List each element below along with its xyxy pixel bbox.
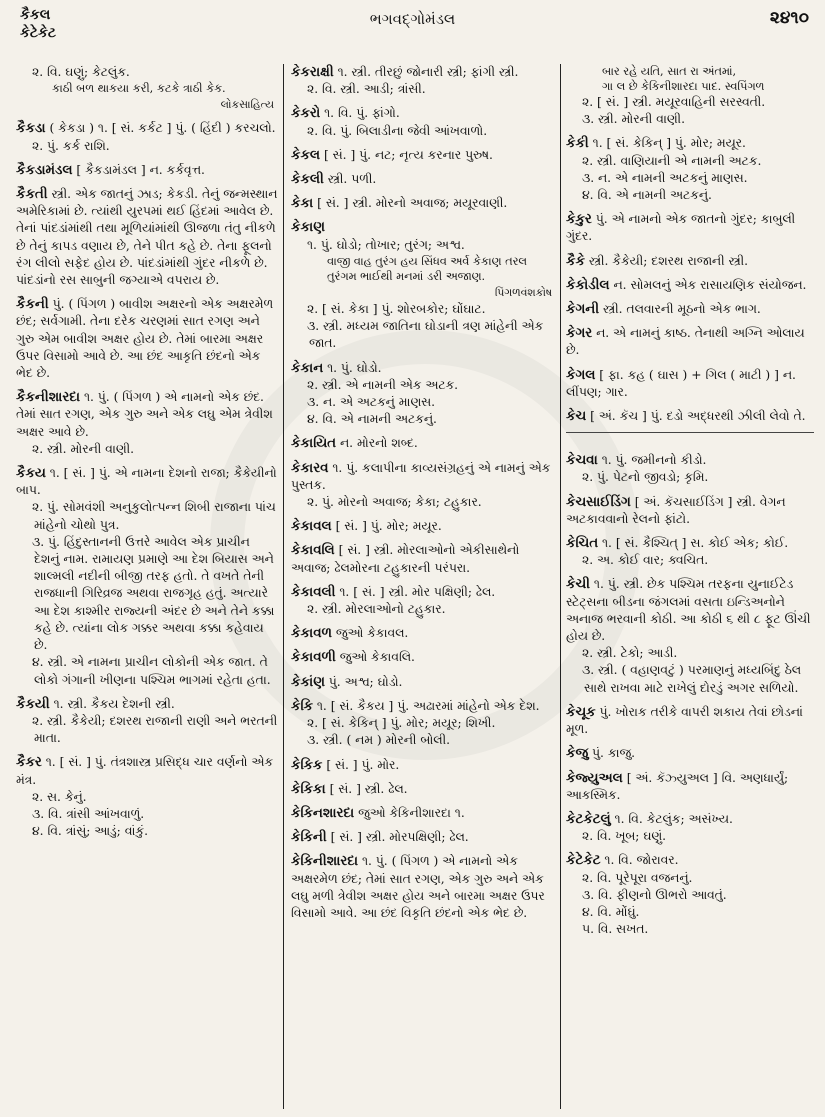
- headword: કેકિની: [291, 829, 327, 846]
- dictionary-entry: [291, 781, 556, 798]
- quotation: ગા લ છે કેકિનીશારદા પાદ. સ્વપિંગળ: [602, 80, 765, 93]
- column-rule: [283, 64, 284, 1109]
- sense: ૨. સ. કેનું.: [32, 789, 87, 804]
- dictionary-entry: [566, 811, 814, 845]
- dictionary-entry: [291, 460, 556, 512]
- definition: ૧. [ સં. કૈશ્ચિત્ ] સ. કોઈ એક; કોઈ.: [602, 536, 789, 551]
- quotation: કાઠી બળ થાકયા કરી, કટકે ત્રાઠી કેક.: [52, 82, 226, 96]
- sense: ૨. સ્ત્રી. મોરલાઓનો ટહુકાર.: [307, 602, 446, 617]
- definition: ૧. પું. ( પિંગળ ) એ નામનો એક છંદ. તેમાં સાત રગણ, એક ગુરુ અને એક લઘુ એમ ત્રેવીશ અક્ષર આવે છે.: [16, 390, 273, 439]
- dictionary-entry: [16, 754, 278, 840]
- headword: કેકિનશારદા: [291, 804, 355, 821]
- sense: ૨. વિ. સ્ત્રી. આડી; ત્રાંસી.: [307, 82, 426, 97]
- dictionary-entry: [291, 195, 556, 212]
- sense: ૧. પું. ઘોડો; તોખાર; તુરંગ; અશ્વ.: [307, 237, 465, 252]
- definition: ૧. વિ. પું. ફાંગો.: [324, 106, 400, 121]
- headword: કૈકની: [16, 296, 49, 313]
- definition: [ સં. ] સ્ત્રી. ઢેલ.: [329, 781, 408, 796]
- sense: ૨. સ્ત્રી. ટેકો; આડી.: [582, 646, 678, 661]
- dictionary-entry: [566, 494, 814, 528]
- headword: કેકિક: [291, 756, 323, 773]
- dictionary-entry: [16, 186, 278, 289]
- headword: કૈકર: [16, 754, 42, 771]
- sense: ૩. સ્ત્રી. મોરની વાણી.: [582, 112, 685, 127]
- headword: કેકરો: [291, 105, 321, 122]
- dictionary-entry: [16, 389, 278, 458]
- sense: ૪. વિ. એ નામની અટકનું.: [307, 412, 437, 427]
- headword: કેકાવલ: [291, 518, 332, 535]
- sense: ૨. પું. મોરનો અવાજ; કેકા; ટહુકાર.: [307, 495, 482, 510]
- definition: ૧. પું. કલાપીના કાવ્યસંગ્રહનું એ નામનું એક પુસ્તક.: [291, 460, 551, 492]
- headword: કૈકનીશારદા: [16, 389, 81, 406]
- sense: ૪. સ્ત્રી. એ નામના પ્રાચીન લોકોની એક જાત. તે લોકો ગંગાની ખીણના પશ્ચિમ ભાગમાં રહેતા હતા.: [32, 655, 271, 687]
- sense: ૨. વિ. પૂરેપૂરા વજનનું.: [582, 870, 693, 885]
- dictionary-entry: [566, 704, 814, 738]
- definition: જુઓ કેકાવલિ.: [339, 650, 415, 665]
- sense: ૪. વિ. ત્રાંસું; આડું; વાંકું.: [32, 824, 148, 839]
- dictionary-entry: [291, 360, 556, 429]
- definition: ૧. સ્ત્રી. તીરછું જોનારી સ્ત્રી; ફાંગી સ્ત્રી.: [337, 65, 519, 79]
- sense: ૩. પું. હિંદુસ્તાનની ઉત્તરે આવેલ એક પ્રાચીન દેશનું નામ. રામાયણ પ્રમાણે આ દેશ બિયાસ અને શાલ્મલી નદીની બીજી તરફ હતો. તે વખતે તેની રાજધાની ગિરિવ્રજ અથવા રાજગૃહ હતું. અત્યારે આ દેશ કાશ્મીર રાજ્યની અંદર છે અને તેને કક્કા કહે છે. ત્યાંના લોક ગક્કર અથવા કક્કા કહેવાય છે.: [32, 534, 275, 653]
- definition: પું. કાજુ.: [592, 746, 636, 761]
- sense: ૩. સ્ત્રી. મધ્યમ જાતિના ઘોડાની ત્રણ માંહેની એક જાત.: [307, 319, 544, 351]
- headword: કેચૂક: [566, 703, 596, 720]
- quotation: વાજી વાહ તુરંગ હય સિંધવ અર્વ કેકાણ તરલ તુરંગમ ભાઈથી મનમાં ડરી અજાણ.: [327, 254, 527, 283]
- definition: સ્ત્રી. કૈકેયી; દશરથ રાજાની સ્ત્રી.: [588, 253, 749, 268]
- headword: કેટકેટલું: [566, 810, 611, 827]
- page-header: [0, 0, 825, 62]
- definition: [ કૈકડામંડલ ] ન. કર્કવૃત્ત.: [76, 162, 205, 177]
- dictionary-entry: [291, 64, 556, 98]
- headword: કેકા: [291, 195, 314, 212]
- dictionary-entry: [291, 171, 556, 188]
- dictionary-entry: [566, 277, 814, 294]
- sense: ૨. વિ. ખૂબ; ઘણું.: [582, 829, 666, 844]
- definition: પું. ( પિંગળ ) બાવીશ અક્ષરનો એક અક્ષરમેળ છંદ; સર્વગામી. તેના દરેક ચરણમાં સાત રગણ અને ગુરુ એમ બાવીશ અક્ષર હોય છે. તેમાં બારમા અક્ષર ઉપર વિસામો આવે છે. આ છંદ આકૃતિ છંદનો એક ભેદ છે.: [16, 297, 274, 381]
- definition: [ સં. ] પું. મોર; મયૂર.: [335, 519, 442, 534]
- dictionary-entry: [291, 542, 556, 576]
- dictionary-entry: [16, 120, 278, 154]
- definition: ( કેકડા ) ૧. [ સં. કર્કટ ] પું. ( હિંદી ) કરચલો.: [49, 121, 276, 136]
- definition: જુઓ કેકાવલ.: [335, 626, 409, 641]
- headword: કૈકડા: [16, 120, 46, 137]
- dictionary-entry: [566, 64, 814, 128]
- column-3: [566, 64, 814, 1109]
- definition: ૧. પું. સ્ત્રી. છેક પશ્ચિમ તરફના યુનાઈટેડ સ્ટેટ્સના બીડના જંગલમાં વસતા ઇન્ડિઅનોને અનાજ ભરવાની કોઠી. આ કોઠી ૬ થી ૮ ફૂટ ઊંચી હોય છે.: [566, 577, 811, 644]
- sense: ૩. ન. એ નામની અટકનું માણસ.: [582, 170, 748, 185]
- definition: પું. ખોરાક તરીકે વાપરી શકાય તેવાં છોડનાં મૂળ.: [566, 704, 803, 737]
- headword: કેકી: [566, 135, 589, 152]
- sense: ૪. વિ. એ નામની અટકનું.: [582, 188, 712, 203]
- dictionary-entry: [291, 853, 556, 922]
- headword: કૈકય: [16, 465, 46, 482]
- headword: કેચવા: [566, 452, 598, 469]
- dictionary-entry: [16, 696, 278, 748]
- headword: કેકાંણ: [291, 673, 325, 690]
- headword: કેચ: [566, 408, 587, 425]
- headword: કેકિકા: [291, 780, 326, 797]
- definition: જુઓ કેકિનીશારદા ૧.: [358, 805, 465, 820]
- source-citation: પિંગળવંશકોષ: [494, 285, 552, 299]
- definition: ન. એ નામનું કાષ્ઠ. તેનાથી અગ્નિ ઓલાય છે.: [566, 326, 805, 358]
- sense: ૨. પું. કર્ક રાશિ.: [32, 138, 110, 153]
- dictionary-entry: [291, 584, 556, 618]
- headword: કૈકયી: [16, 695, 50, 712]
- definition: ૧. [ સં. ] પું. એ નામના દેશનો રાજા; કૈકેયીનો બાપ.: [16, 466, 277, 498]
- headword: કેકારવ: [291, 459, 329, 476]
- definition: [ સં. ] પું. મોર.: [326, 757, 400, 772]
- sense: ૨. પું. પેટનો જીવડો; કૃમિ.: [582, 470, 709, 485]
- dictionary-entry: [291, 518, 556, 535]
- dictionary-entry: [566, 325, 814, 359]
- sense: ૨. અ. કોઈ વાર; ક્વચિત.: [582, 553, 709, 568]
- headword: કેકાવલિ: [291, 542, 335, 559]
- definition: [ સં. ] સ્ત્રી. મોરલાઓનો એકીસાથેનો અવાજ; ઢેલમોરના ટહુકારની પરંપરા.: [291, 543, 520, 575]
- column-1: [16, 64, 278, 1109]
- headword: કેકાવળ: [291, 625, 332, 642]
- sense: ૨. [ સં. ] સ્ત્રી. મયૂરવાહિની સરસ્વતી.: [582, 95, 766, 109]
- definition: [ સં. ] સ્ત્રી. મોરપક્ષિણી; ઢેલ.: [330, 830, 469, 845]
- definition: ૧. [ સં. કૈકય ] પું. અઢારમાં માંહેનો એક દેશ.: [316, 698, 540, 713]
- headword: કૈકતી: [16, 186, 48, 203]
- definition: ૧. વિ. જોરાવર.: [604, 853, 679, 868]
- headword: કેકાયિત: [291, 435, 337, 452]
- source-citation: લોકસાહિત્ય: [220, 98, 274, 112]
- definition: સ્ત્રી. પળી.: [327, 172, 377, 187]
- dictionary-entry: [291, 698, 556, 750]
- sense: ૩. સ્ત્રી. ( નમ ) મોરની બોલી.: [307, 733, 450, 748]
- sense: ૩. વિ. ફીણનો ઊભરો આવતું.: [582, 887, 727, 902]
- headword: કેકરાક્ષી: [291, 64, 334, 80]
- definition: પું. અશ્વ; ઘોડો.: [328, 674, 403, 689]
- headword: કેકિ: [291, 697, 313, 714]
- sense: ૨. સ્ત્રી. વાણિયાની એ નામની અટક.: [582, 153, 762, 168]
- dictionary-entry: [291, 105, 556, 139]
- definition: ૧. પું. ( પિંગળ ) એ નામનો એક અક્ષરમેળ છંદ; તેમાં સાત રગણ, એક ગુરુ અને એક લઘુ મળી ત્રેવીશ અક્ષર હોય અને બારમા અક્ષર ઉપર વિસામો આવે. આ છંદ વિકૃતિ છંદનો એક ભેદ છે.: [291, 854, 545, 920]
- dictionary-entry: [16, 465, 278, 689]
- definition: [ ફા. કહ ( ઘાસ ) + ગિલ ( માટી ) ] ન. લીંપણ; ગાર.: [566, 367, 796, 399]
- dictionary-entry: [566, 432, 814, 445]
- quotation: બાર રહે યતિ, સાત રા અંતમાં,: [602, 65, 737, 78]
- sense: ૨. વિ. ઘણું; કેટલુંક.: [32, 65, 130, 79]
- dictionary-entry: [291, 805, 556, 822]
- headword: કેગલ: [566, 366, 596, 383]
- dictionary-title: ભગવદ્ગોમંડલ: [369, 10, 456, 28]
- headword: કેકલી: [291, 171, 324, 188]
- definition: પું. એ નામનો એક જાતનો ગુંદર; કાબુલી ગુંદર.: [566, 212, 796, 244]
- dictionary-entry: [566, 135, 814, 204]
- last-headword: કેટેકેટ: [20, 25, 57, 41]
- dictionary-entry: [566, 211, 814, 245]
- dictionary-entry: [566, 745, 814, 762]
- sense: ૨. સ્ત્રી. એ નામની એક અટક.: [307, 377, 459, 392]
- first-headword: કૈકલ: [20, 7, 51, 23]
- headword: કેકુર: [566, 211, 592, 228]
- sense: ૨. [ સં. કેકિન્ ] પું. મોર; મયૂર; શિખી.: [307, 716, 496, 731]
- definition: ન. સોમલનું એક રાસાયણિક સંયોજન.: [613, 277, 807, 292]
- dictionary-entry: [291, 649, 556, 666]
- headword: કૈકડામંડલ: [16, 161, 73, 178]
- headword: કેકાવલી: [291, 583, 336, 600]
- dictionary-entry: [16, 162, 278, 179]
- definition: ૧. વિ. કેટલુંક; અસંખ્ય.: [614, 811, 733, 826]
- headword: કેકલ: [291, 146, 321, 163]
- headword: કેચિત: [566, 535, 599, 552]
- dictionary-entry: [291, 674, 556, 691]
- definition: ૧. પું. જમીનનો કીડો.: [601, 453, 707, 468]
- dictionary-entry: [566, 253, 814, 270]
- definition: સ્ત્રી. તલવારની મૂઠનો એક ભાગ.: [602, 302, 761, 317]
- headword: કેજ્યુઅલ: [566, 769, 623, 786]
- dictionary-entry: [566, 301, 814, 318]
- dictionary-entry: [566, 576, 814, 696]
- headword: કેકાવળી: [291, 649, 336, 666]
- sense: ૪. વિ. મોંઘું.: [582, 904, 640, 919]
- dictionary-entry: [566, 408, 814, 425]
- sense: ૨. [ સં. કેકા ] પું. શોરબકોર; ઘોંઘાટ.: [307, 302, 486, 317]
- sense: ૨. પું. સોમવંશી અનુકુલોત્પન્ન શિબી રાજાના પાંચ માંહેનો ચોથો પુત્ર.: [32, 500, 276, 532]
- column-rule: [560, 64, 561, 1109]
- dictionary-entry: [291, 625, 556, 642]
- dictionary-entry: [16, 64, 278, 113]
- sense: ૨. સ્ત્રી. કૈકેયી; દશરથ રાજાની રાણી અને ભરતની માતા.: [32, 713, 278, 746]
- dictionary-entry: [566, 852, 814, 938]
- headword: કેકિનીશારદા: [291, 853, 359, 870]
- dictionary-entry: [566, 367, 814, 401]
- headword: કેગની: [566, 301, 600, 318]
- definition: [ અં. કૅઝ્યુઅલ ] વિ. અણધાર્યું; આકસ્મિક.: [566, 770, 789, 802]
- headword: કેજુ: [566, 745, 589, 762]
- headword: કેટેકેટ: [566, 852, 601, 869]
- column-2: [291, 64, 556, 1109]
- dictionary-entry: [566, 452, 814, 486]
- dictionary-entry: [291, 757, 556, 774]
- dictionary-entry: [566, 535, 814, 569]
- headword: કેકાન: [291, 359, 324, 376]
- headword: કેકોડીલ: [566, 276, 610, 293]
- headword: કેકાણ: [291, 219, 325, 236]
- headword: કેચસાઈડિંગ: [566, 493, 631, 510]
- definition: [ સં. ] પું. નટ; નૃત્ય કરનાર પુરુષ.: [323, 147, 493, 162]
- definition: [ અં. કૅચસાઈડિંગ ] સ્ત્રી. વેગન અટકાવવાનો રેલનો ફાંટો.: [566, 494, 786, 526]
- sense: ૨. સ્ત્રી. મોરની વાણી.: [32, 441, 135, 456]
- definition: ન. મોરનો શબ્દ.: [339, 436, 418, 451]
- struck-line: [566, 432, 814, 445]
- headword: કેગર: [566, 325, 593, 342]
- definition: [ સં. ] સ્ત્રી. મોરનો અવાજ; મયૂરવાણી.: [317, 196, 508, 211]
- sense: ૩. સ્ત્રી. ( વહાણવટું ) પરમાણનું મધ્યબિંદુ ઠેલ સાથે રાખવા માટે રાખેલું દોરડું અગર સળિયો.: [582, 663, 802, 695]
- definition: ૧. પું. ઘોડો.: [327, 360, 382, 375]
- definition: [ અં. કૅચ ] પું. દડો અદ્ધરથી ઝીલી લેવો તે.: [590, 409, 806, 424]
- page-number: ૨૪૧૦: [769, 8, 809, 28]
- definition: ૧. સ્ત્રી. કૈકય દેશની સ્ત્રી.: [53, 696, 175, 711]
- sense: ૩. ન. એ અટકનું માણસ.: [307, 395, 436, 410]
- sense: ૫. વિ. સખત.: [582, 922, 649, 937]
- dictionary-entry: [291, 147, 556, 164]
- definition: ૧. [ સં. ] સ્ત્રી. મોર પક્ષિણી; ઢેલ.: [339, 584, 496, 599]
- definition: સ્ત્રી. એક જાતનું ઝાડ; કેકડી. તેનું જન્મસ્થાન અમેરિકામાં છે. ત્યાંથી યુરપમાં થઈ હિંદમાં આવેલ છે. તેનાં પાંદડાંમાંથી તથા મૂળિયાંમાંથી ઊજળા તંતુ નીકળે છે તેનું કાપડ વણાય છે, તેને પીત કહે છે. તેના ફૂલનો રંગ લીલો સફેદ હોય છે. પાંદડાંમાંથી ગુંદર નીકળે છે. પાંદડાંનો રસ સાબુની જગ્યાએ વપરાય છે.: [16, 187, 278, 288]
- dictionary-entry: [16, 296, 278, 382]
- sense: ૨. વિ. પું. બિલાડીના જેવી આંખવાળો.: [307, 123, 488, 138]
- definition: ૧. [ સં. ] પું. તંત્રશાસ્ત્ર પ્રસિદ્ધ ચાર વર્ણનો એક મંત્ર.: [16, 755, 274, 787]
- headword: કૈકે: [566, 252, 585, 269]
- dictionary-entry: [291, 219, 556, 352]
- dictionary-entry: [291, 435, 556, 452]
- headword: કેચી: [566, 576, 590, 593]
- definition: ૧. [ સં. કેકિન્ ] પું. મોર; મયૂર.: [592, 136, 746, 151]
- dictionary-entry: [566, 770, 814, 804]
- dictionary-entry: [291, 829, 556, 846]
- sense: ૩. વિ. ત્રાંસી આંખવાળું.: [32, 806, 145, 821]
